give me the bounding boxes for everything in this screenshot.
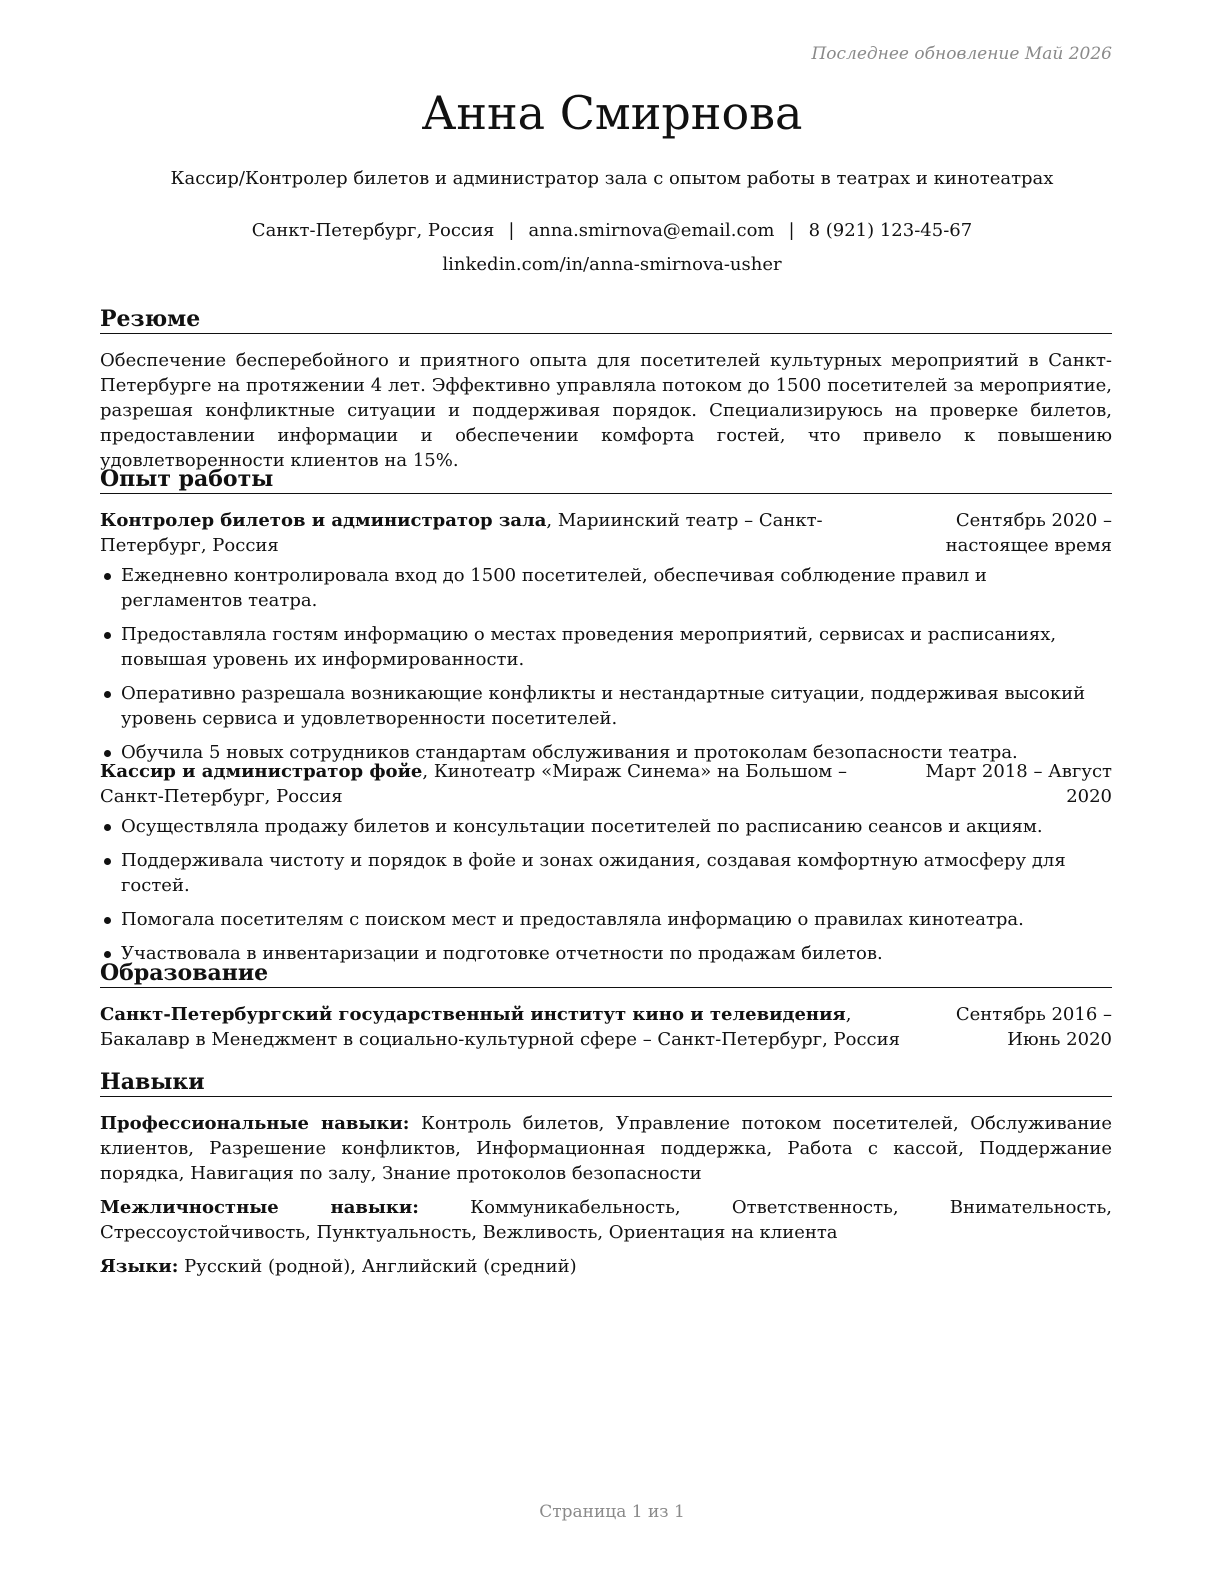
skills-label: Межличностные навыки: (100, 1197, 419, 1218)
job-header (100, 759, 1112, 809)
education-dates: Сентябрь 2016 – Июнь 2020 (955, 1004, 1112, 1050)
list-item: Ежедневно контролировала вход до 1500 посетителей, обеспечивая соблюдение правил и регламентов театра. (100, 563, 1112, 613)
school-name: Санкт-Петербургский государственный институт кино и телевидения (100, 1004, 846, 1025)
job-bullets (100, 563, 1112, 774)
linkedin-link[interactable]: linkedin.com/in/anna-smirnova-usher (442, 254, 782, 275)
section-title-education: Образование (100, 960, 1112, 988)
list-item: Помогала посетителям с поиском мест и предоставляла информацию о правилах кинотеатра. (100, 907, 1112, 932)
skills-interpersonal (100, 1195, 1112, 1245)
section-title-skills: Навыки (100, 1069, 1112, 1097)
skills-text: Русский (родной), Английский (средний) (178, 1256, 577, 1277)
candidate-name: Анна Смирнова (421, 86, 803, 140)
contact-line (0, 220, 1224, 241)
list-item: Оперативно разрешала возникающие конфликты и нестандартные ситуации, поддерживая высокий уровень сервиса и удовлетворенности посетителей. (100, 681, 1112, 731)
job-dates: Сентябрь 2020 – настоящее время (945, 510, 1112, 556)
list-item: Поддерживала чистоту и порядок в фойе и зонах ожидания, создавая комфортную атмосферу для гостей. (100, 848, 1112, 898)
list-item: Осуществляла продажу билетов и консультации посетителей по расписанию сеансов и акциям. (100, 814, 1112, 839)
separator: | (788, 220, 795, 241)
phone: 8 (921) 123-45-67 (808, 220, 973, 241)
job-role: Контролер билетов и администратор зала (100, 510, 547, 531)
section-title-summary: Резюме (100, 306, 1112, 334)
job-place: , Мариинский театр – Санкт-Петербург, Россия (100, 510, 823, 556)
list-item: Участвовала в инвентаризации и подготовке отчетности по продажам билетов. (100, 941, 1112, 966)
job-role: Кассир и администратор фойе (100, 761, 423, 782)
list-item: Обучила 5 новых сотрудников стандартам обслуживания и протоколам безопасности театра. (100, 740, 1112, 765)
last-updated: Последнее обновление Май 2026 (811, 44, 1112, 64)
skills-label: Языки: (100, 1256, 179, 1277)
tagline: Кассир/Контролер билетов и администратор зала с опытом работы в театрах и кинотеатрах (170, 168, 1054, 189)
job-bullets (100, 814, 1112, 975)
job-dates: Март 2018 – Август 2020 (925, 761, 1112, 807)
education-entry (100, 1002, 1112, 1052)
email-link[interactable]: anna.smirnova@email.com (528, 220, 775, 241)
job-place: , Кинотеатр «Мираж Синема» на Большом – Санкт-Петербург, Россия (100, 761, 848, 807)
page-number: Страница 1 из 1 (539, 1502, 685, 1522)
skills-professional (100, 1111, 1112, 1186)
skills-text: Контроль билетов, Управление потоком посетителей, Обслуживание клиентов, Разрешение конфликтов, Информационная поддержка, Работа с кассой, Поддержание порядка, Навигация по залу, Знание протоколов безопасности (100, 1113, 1112, 1184)
degree: , Бакалавр в Менеджмент в социально-культурной сфере – Санкт-Петербург, Россия (100, 1004, 900, 1050)
section-title-experience: Опыт работы (100, 466, 1112, 494)
skills-languages (100, 1254, 1112, 1279)
location: Санкт-Петербург, Россия (251, 220, 495, 241)
skills-text: Коммуникабельность, Ответственность, Внимательность, Стрессоустойчивость, Пунктуальность, Вежливость, Ориентация на клиента (100, 1197, 1112, 1243)
summary-text: Обеспечение бесперебойного и приятного опыта для посетителей культурных мероприятий в Санкт-Петербурге на протяжении 4 лет. Эффективно управляла потоком до 1500 посетителей за мероприятие, разрешая конфликтные ситуации и поддерживая порядок. Специализируюсь на проверке билетов, предоставлении информации и обеспечении комфорта гостей, что привело к повышению удовлетворенности клиентов на 15%. (100, 350, 1112, 471)
job-header (100, 508, 1112, 558)
separator: | (508, 220, 515, 241)
skills-label: Профессиональные навыки: (100, 1113, 410, 1134)
list-item: Предоставляла гостям информацию о местах проведения мероприятий, сервисах и расписаниях, повышая уровень их информированности. (100, 622, 1112, 672)
skills-block (100, 1111, 1112, 1288)
